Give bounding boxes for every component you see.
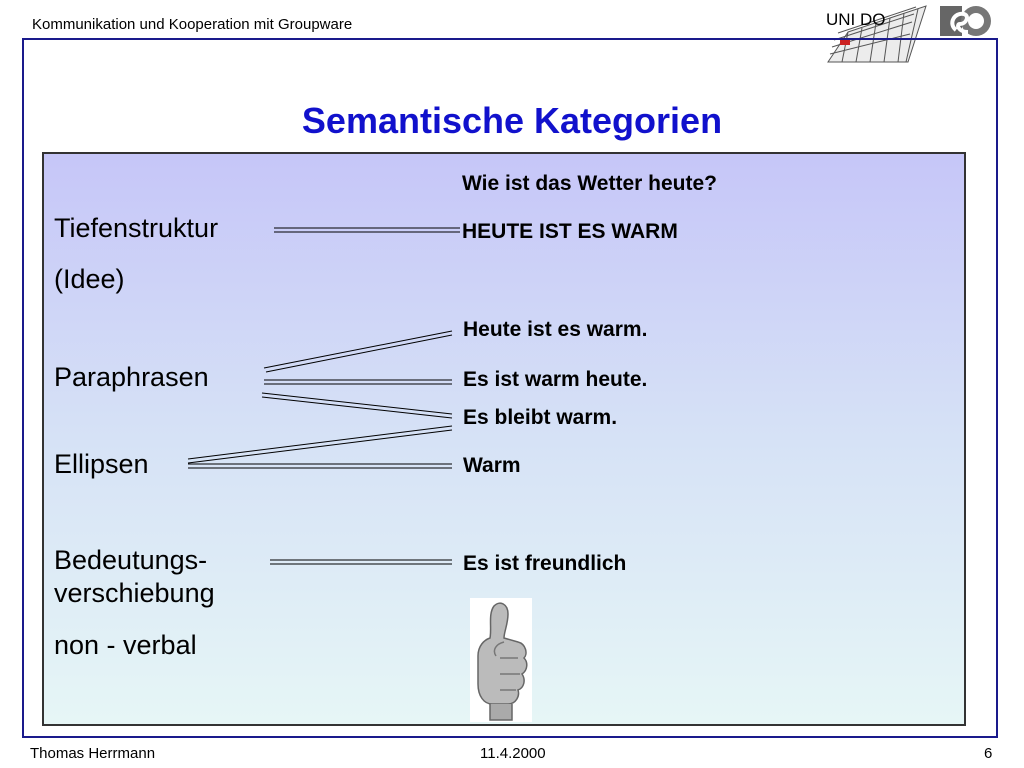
page-number: 6 (984, 745, 993, 762)
category-paraphrasen: Paraphrasen (54, 362, 209, 392)
header-title: Kommunikation und Kooperation mit Groupware (32, 16, 353, 33)
example-question: Wie ist das Wetter heute? (462, 172, 717, 195)
example-paraphrase-2: Es ist warm heute. (463, 368, 648, 391)
category-verschiebung: verschiebung (54, 578, 215, 608)
example-meaning-shift: Es ist freundlich (463, 552, 627, 575)
example-ellipse: Warm (463, 454, 521, 477)
connector-para1 (264, 331, 452, 368)
category-bedeutungs: Bedeutungs- (54, 545, 208, 575)
thumbs-up-icon (470, 598, 532, 722)
category-tiefenstruktur: Tiefenstruktur (54, 213, 219, 243)
example-paraphrase-3: Es bleibt warm. (463, 406, 618, 429)
category-ellipsen: Ellipsen (54, 449, 149, 479)
connector-ellipse1 (188, 426, 452, 459)
category-nonverbal: non - verbal (54, 630, 197, 660)
connector-para3 (262, 393, 452, 414)
footer-date: 11.4.2000 (480, 745, 546, 762)
example-deep-structure: HEUTE IST ES WARM (462, 220, 678, 243)
footer-author: Thomas Herrmann (30, 745, 156, 762)
logo-text: UNI DO (826, 10, 886, 29)
slide-title: Semantische Kategorien (301, 100, 723, 141)
category-idee: (Idee) (54, 264, 125, 294)
example-paraphrase-1: Heute ist es warm. (463, 318, 648, 341)
